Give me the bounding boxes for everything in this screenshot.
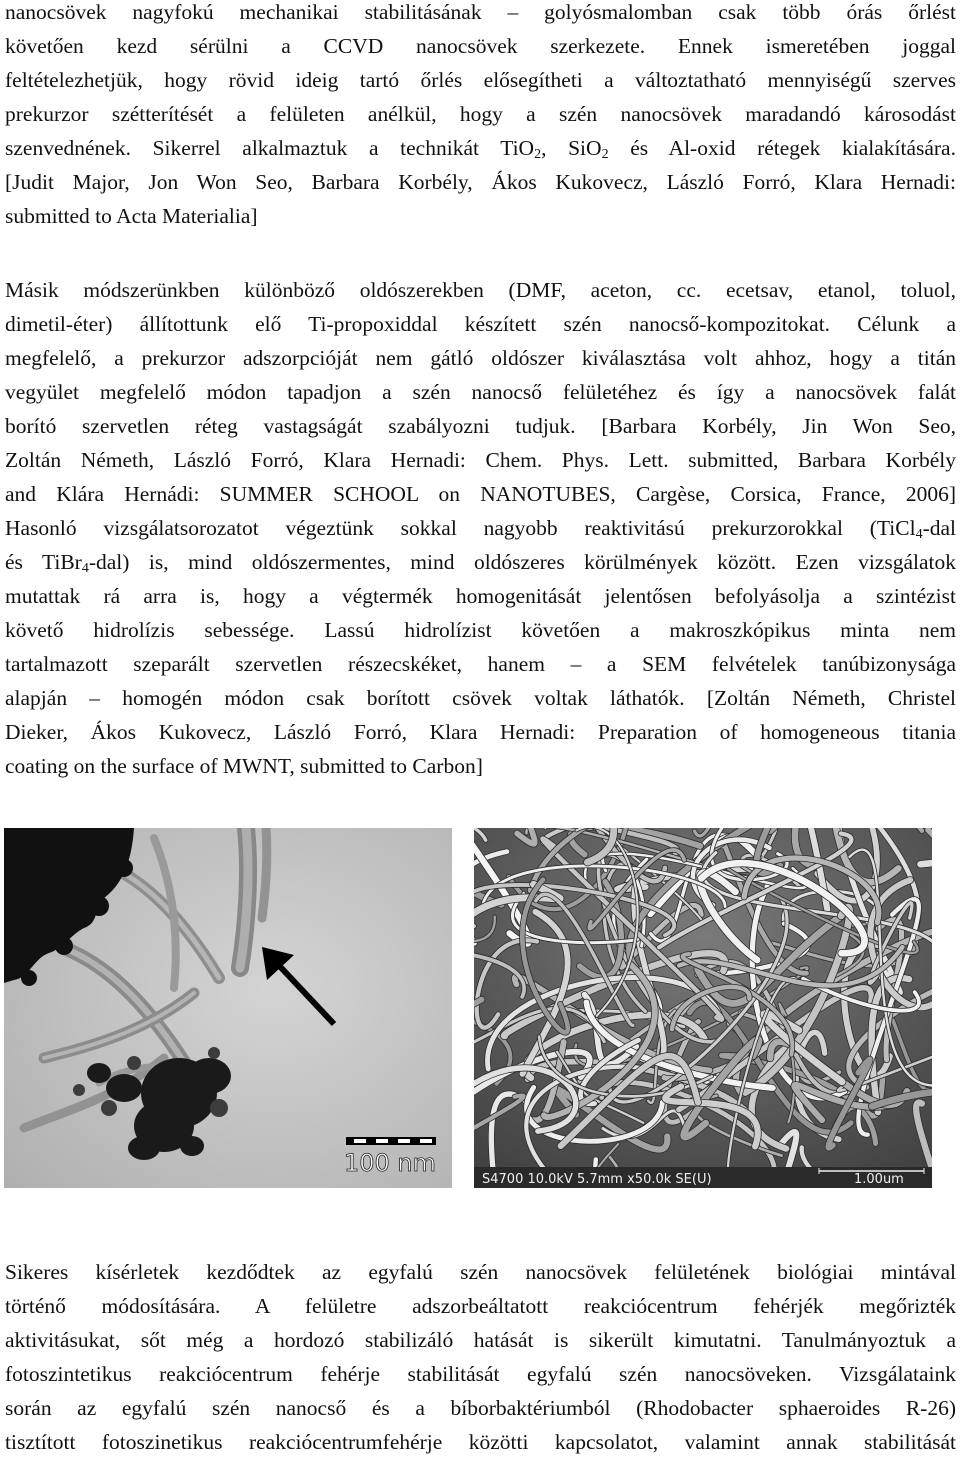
text-line: szenvednének. Sikerrel alkalmaztuk a technikát TiO$_2$, SiO$_2$ és Al-oxid rétegek kialakítására. xyxy=(5,136,956,162)
tem-scale-label: 100 nm xyxy=(343,1149,437,1177)
text-line: Zoltán Németh, László Forró, Klara Hernadi: Chem. Phys. Lett. submitted, Barbara Korbély xyxy=(5,448,956,472)
text-line: történő módosítására. A felületre adszorbeáltatott reakciócentrum fehérjék megőrizték xyxy=(5,1294,956,1318)
sem-info-label: S4700 10.0kV 5.7mm x50.0k SE(U) xyxy=(482,1172,712,1187)
paragraph-solvents xyxy=(5,273,956,783)
sem-micrograph xyxy=(474,828,932,1188)
text-line: submitted to Acta Materialia] xyxy=(5,204,258,228)
text-line: coating on the surface of MWNT, submitted to Carbon] xyxy=(5,754,483,778)
paragraph-biology xyxy=(5,1255,956,1459)
text-line: feltételezhetjük, hogy rövid ideig tartó őrlés elősegítheti a változtatható mennyiségű szerves xyxy=(5,68,956,92)
text-line: Sikeres kísérletek kezdődtek az egyfalú szén nanocsövek felületének biológiai mintával xyxy=(5,1260,956,1284)
text-line: követő hidrolízis sebessége. Lassú hidrolízist követően a makroszkópikus minta nem xyxy=(5,618,956,642)
text-line: Hasonló vizsgálatsorozatot végeztünk sokkal nagyobb reaktivitású prekurzorokkal (TiCl$_4$-dal xyxy=(5,516,956,542)
text-line: prekurzor szétterítését a felületen anélkül, hogy a szén nanocsövek maradandó károsodást xyxy=(5,102,956,126)
text-line: aktivitásukat, sőt még a hordozó stabilizáló hatását is sikerült kimutatni. Tanulmányoztuk a xyxy=(5,1328,956,1352)
text-line: követően kezd sérülni a CCVD nanocsövek szerkezete. Ennek ismeretében joggal xyxy=(5,34,956,58)
text-line: és TiBr$_4$-dal) is, mind oldószermentes, mind oldószeres körülmények között. Ezen vizsgálatok xyxy=(5,550,956,576)
text-line: vegyület megfelelő módon tapadjon a szén nanocső felületéhez és így a nanocsövek falát xyxy=(5,380,956,404)
scale-bar xyxy=(346,1137,436,1145)
text-line: [Judit Major, Jon Won Seo, Barbara Korbély, Ákos Kukovecz, László Forró, Klara Hernadi: xyxy=(5,170,956,194)
text-line: tartalmazott szeparált szervetlen részecskéket, hanem – a SEM felvételek tanúbizonysága xyxy=(5,652,956,676)
text-line: mutattak rá arra is, hogy a végtermék homogenitását jelentősen befolyásolja a szintézist xyxy=(5,584,956,608)
text-line: and Klára Hernádi: SUMMER SCHOOL on NANOTUBES, Cargèse, Corsica, France, 2006] xyxy=(5,482,956,506)
text-line: Másik módszerünkben különböző oldószerekben (DMF, aceton, cc. ecetsav, etanol, toluol, xyxy=(5,278,956,302)
sem-scale-label: 1.00um xyxy=(854,1172,904,1187)
paragraph-milling xyxy=(5,0,956,233)
text-line: megfelelő, a prekurzor adszorpcióját nem gátló oldószer kiválasztása volt ahhoz, hogy a titán xyxy=(5,346,956,370)
text-line: borító szervetlen réteg vastagságát szabályozni tudjuk. [Barbara Korbély, Jin Won Seo, xyxy=(5,414,956,438)
tem-micrograph xyxy=(4,828,452,1188)
text-line: nanocsövek nagyfokú mechanikai stabilitásának – golyósmalomban csak több órás őrlést xyxy=(5,0,956,24)
text-line: során az egyfalú szén nanocső és a bíborbaktériumból (Rhodobacter sphaeroides R-26) xyxy=(5,1396,956,1420)
text-line: Dieker, Ákos Kukovecz, László Forró, Klara Hernadi: Preparation of homogeneous titania xyxy=(5,720,956,744)
text-line: tisztított fotoszinetikus reakciócentrumfehérje közötti kapcsolatot, valamint annak stabilitását xyxy=(5,1430,956,1454)
text-line: fotoszintetikus reakciócentrum fehérje stabilitását egyfalú szén nanocsöveken. Vizsgálataink xyxy=(5,1362,956,1386)
text-line: alapján – homogén módon csak borított csövek voltak láthatók. [Zoltán Németh, Christel xyxy=(5,686,956,710)
text-line: dimetil-éter) állítottunk elő Ti-propoxiddal készített szén nanocső-kompozitokat. Célunk a xyxy=(5,312,956,336)
